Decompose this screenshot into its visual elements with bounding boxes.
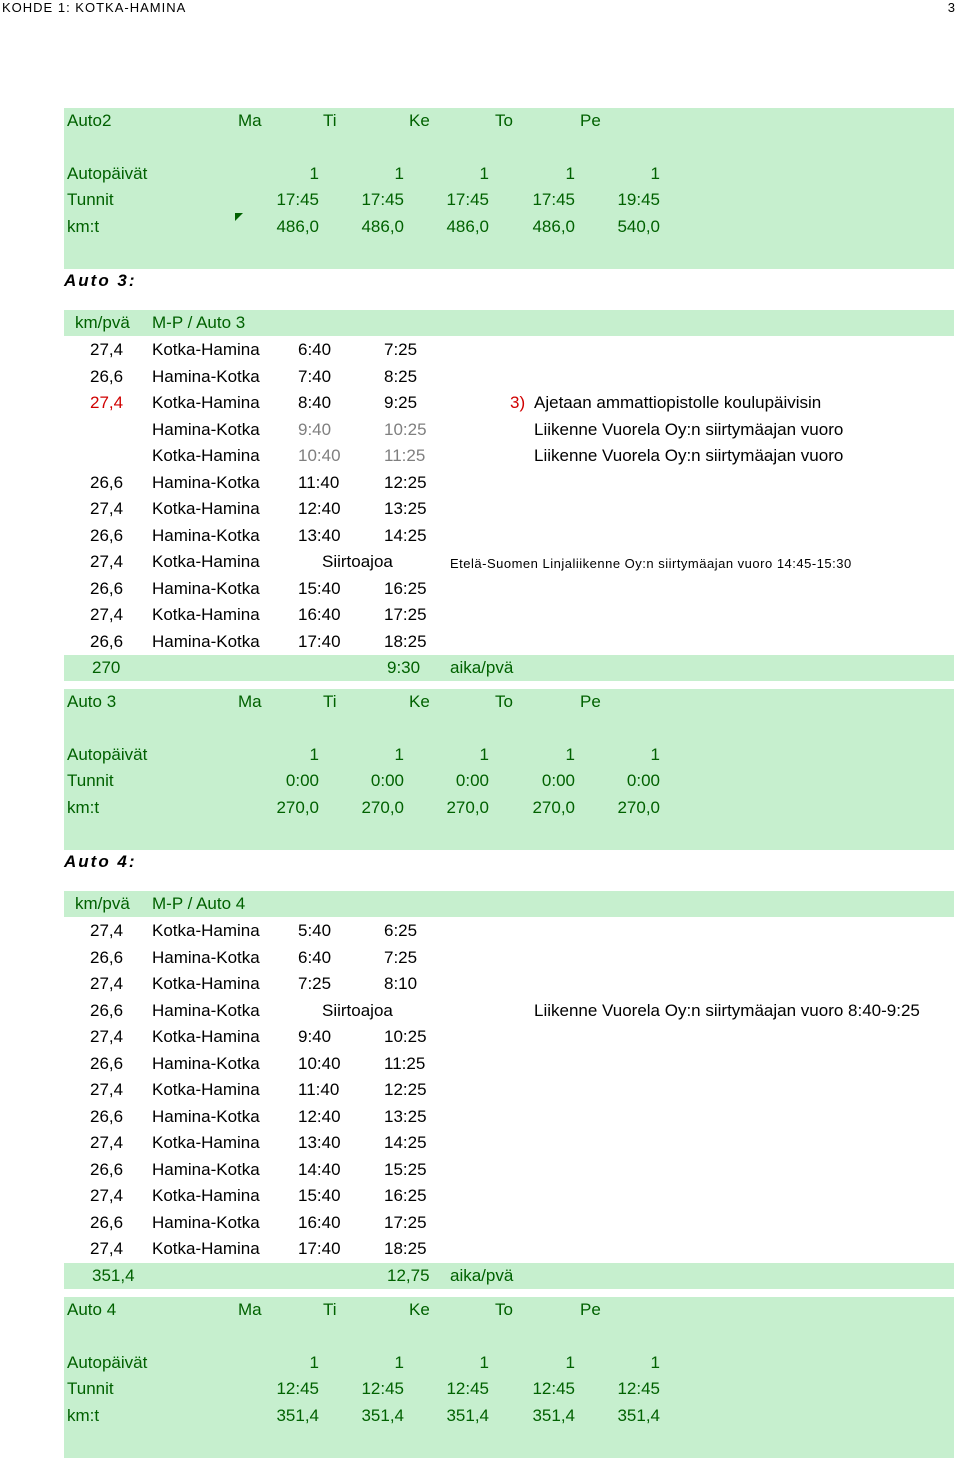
document-title: KOHDE 1: KOTKA-HAMINA (2, 0, 187, 15)
summary-value: 12:45 (446, 1379, 489, 1398)
row-km: 27,4 (90, 1239, 124, 1258)
row-km: 26,6 (90, 472, 124, 492)
row-departure: 12:40 (298, 499, 341, 518)
row-arrival: 14:25 (384, 1133, 427, 1152)
section-title: Auto 3: (64, 271, 137, 290)
row-route: Hamina-Kotka (152, 631, 260, 651)
row-transfer: Siirtoajoa (322, 1000, 393, 1020)
total-km: 351,4 (92, 1265, 135, 1285)
row-route: Hamina-Kotka (152, 1212, 260, 1232)
summary-value: 270,0 (446, 798, 489, 817)
summary-row-label: km:t (67, 798, 100, 817)
row-arrival: 10:25 (384, 419, 427, 439)
summary-value: 17:45 (532, 190, 575, 209)
row-km: 26,6 (90, 366, 124, 386)
row-arrival: 17:25 (384, 605, 427, 624)
row-departure: 16:40 (298, 605, 341, 624)
row-departure: 7:25 (298, 974, 332, 993)
row-departure: 15:40 (298, 578, 341, 598)
summary-row-label: Autopäivät (67, 745, 148, 764)
row-route: Kotka-Hamina (152, 921, 260, 940)
row-route: Kotka-Hamina (152, 393, 260, 412)
row-note: Ajetaan ammattiopistolle koulupäivisin (534, 393, 822, 412)
row-departure: 17:40 (298, 631, 341, 651)
row-km: 26,6 (90, 1159, 124, 1179)
summary-value: 1 (394, 164, 404, 183)
day-header-Ke: Ke (409, 692, 430, 711)
summary-value: 351,4 (361, 1406, 404, 1425)
row-departure: 13:40 (298, 525, 341, 545)
summary-value: 1 (394, 745, 404, 764)
row-route: Kotka-Hamina (152, 605, 260, 624)
row-note: Liikenne Vuorela Oy:n siirtymäajan vuoro (534, 446, 844, 465)
summary-value: 1 (565, 1353, 575, 1372)
summary-value: 486,0 (276, 217, 319, 236)
row-arrival: 12:25 (384, 1080, 427, 1099)
summary-value: 1 (650, 1353, 660, 1372)
row-km: 27,4 (90, 1186, 124, 1205)
row-arrival: 10:25 (384, 1027, 427, 1046)
row-route: Kotka-Hamina (152, 499, 260, 518)
row-departure: 9:40 (298, 1027, 332, 1046)
row-route: Kotka-Hamina (152, 552, 260, 571)
comment-marker-icon (235, 213, 243, 221)
summary-row-label: km:t (67, 1406, 100, 1425)
summary-value: 0:00 (370, 771, 404, 790)
total-label: aika/pvä (450, 658, 514, 677)
row-route: Kotka-Hamina (152, 1133, 260, 1152)
summary-value: 1 (309, 745, 319, 764)
row-arrival: 13:25 (384, 499, 427, 518)
summary-value: 270,0 (361, 798, 404, 817)
row-note-number: 3) (510, 393, 526, 412)
row-arrival: 13:25 (384, 1106, 427, 1126)
day-header-Ke: Ke (409, 1300, 430, 1319)
row-arrival: 7:25 (384, 947, 418, 967)
total-time: 12,75 (387, 1265, 430, 1285)
km-column-header: km/pvä (75, 894, 130, 913)
day-header-Ma: Ma (238, 692, 262, 711)
row-route: Hamina-Kotka (152, 1000, 260, 1020)
summary-value: 12:45 (532, 1379, 575, 1398)
day-header-Ti: Ti (323, 692, 337, 711)
row-departure: 11:40 (298, 472, 340, 492)
day-header-Ma: Ma (238, 111, 262, 130)
summary-value: 12:45 (361, 1379, 404, 1398)
row-route: Kotka-Hamina (152, 1239, 260, 1258)
summary-value: 17:45 (361, 190, 404, 209)
summary-value: 270,0 (617, 798, 660, 817)
day-header-Ke: Ke (409, 111, 430, 130)
row-arrival: 8:10 (384, 974, 418, 993)
summary-value: 270,0 (276, 798, 319, 817)
route-column-header: M-P / Auto 3 (152, 313, 246, 332)
row-departure: 10:40 (298, 1053, 341, 1073)
row-route: Hamina-Kotka (152, 525, 260, 545)
summary-value: 486,0 (361, 217, 404, 236)
summary-value: 0:00 (455, 771, 489, 790)
summary-value: 486,0 (532, 217, 575, 236)
summary-value: 1 (565, 164, 575, 183)
row-arrival: 18:25 (384, 631, 427, 651)
summary-value: 351,4 (532, 1406, 575, 1425)
row-departure: 5:40 (298, 921, 332, 940)
row-route: Hamina-Kotka (152, 947, 260, 967)
row-departure: 17:40 (298, 1239, 341, 1258)
row-route: Hamina-Kotka (152, 1106, 260, 1126)
summary-value: 1 (309, 1353, 319, 1372)
summary-band (64, 108, 954, 269)
summary-title: Auto 3 (67, 692, 117, 711)
row-km: 26,6 (90, 1053, 124, 1073)
row-departure: 16:40 (298, 1212, 341, 1232)
summary-value: 17:45 (446, 190, 489, 209)
summary-value: 0:00 (626, 771, 660, 790)
summary-row-label: Autopäivät (67, 1353, 148, 1372)
row-departure: 8:40 (298, 393, 332, 412)
row-km: 27,4 (90, 974, 124, 993)
row-departure: 11:40 (298, 1080, 340, 1099)
summary-row-label: Autopäivät (67, 164, 148, 183)
row-arrival: 11:25 (384, 1053, 426, 1073)
summary-value: 540,0 (617, 217, 660, 236)
row-km: 26,6 (90, 525, 124, 545)
page-header (0, 0, 960, 16)
row-route: Hamina-Kotka (152, 1053, 260, 1073)
row-departure: 12:40 (298, 1106, 341, 1126)
day-header-Pe: Pe (580, 1300, 601, 1319)
row-arrival: 16:25 (384, 1186, 427, 1205)
summary-value: 0:00 (541, 771, 575, 790)
row-km: 27,4 (90, 340, 124, 359)
summary-row-label: Tunnit (67, 771, 114, 790)
row-km: 27,4 (90, 1080, 124, 1099)
summary-value: 270,0 (532, 798, 575, 817)
row-departure: 10:40 (298, 446, 341, 465)
row-arrival: 18:25 (384, 1239, 427, 1258)
row-arrival: 12:25 (384, 472, 427, 492)
row-departure: 7:40 (298, 366, 332, 386)
summary-value: 1 (565, 745, 575, 764)
row-departure: 14:40 (298, 1159, 341, 1179)
row-km: 27,4 (90, 499, 124, 518)
row-departure: 6:40 (298, 340, 332, 359)
summary-title: Auto 4 (67, 1300, 117, 1319)
page-number: 3 (947, 0, 956, 15)
row-arrival: 16:25 (384, 578, 427, 598)
section-title: Auto 4: (64, 852, 137, 871)
day-header-Pe: Pe (580, 692, 601, 711)
summary-value: 17:45 (276, 190, 319, 209)
row-transfer: Siirtoajoa (322, 552, 393, 571)
row-arrival: 7:25 (384, 340, 418, 359)
row-route: Kotka-Hamina (152, 1080, 260, 1099)
summary-value: 486,0 (446, 217, 489, 236)
row-km: 26,6 (90, 947, 124, 967)
row-note: Liikenne Vuorela Oy:n siirtymäajan vuoro (534, 419, 844, 439)
km-column-header: km/pvä (75, 313, 130, 332)
summary-value: 12:45 (617, 1379, 660, 1398)
row-route: Kotka-Hamina (152, 340, 260, 359)
summary-value: 1 (479, 745, 489, 764)
row-route: Kotka-Hamina (152, 974, 260, 993)
summary-title: Auto2 (67, 111, 112, 130)
row-route: Hamina-Kotka (152, 419, 260, 439)
row-departure: 13:40 (298, 1133, 341, 1152)
summary-value: 351,4 (276, 1406, 319, 1425)
row-arrival: 11:25 (384, 446, 426, 465)
summary-value: 0:00 (285, 771, 319, 790)
summary-row-label: Tunnit (67, 1379, 114, 1398)
summary-value: 351,4 (446, 1406, 489, 1425)
total-time: 9:30 (387, 658, 421, 677)
summary-value: 1 (650, 745, 660, 764)
summary-value: 1 (309, 164, 319, 183)
summary-band (64, 689, 954, 850)
row-arrival: 8:25 (384, 366, 418, 386)
row-km: 27,4 (90, 1027, 124, 1046)
total-label: aika/pvä (450, 1265, 514, 1285)
row-km: 26,6 (90, 1000, 124, 1020)
row-route: Hamina-Kotka (152, 578, 260, 598)
row-route: Kotka-Hamina (152, 446, 260, 465)
day-header-To: To (495, 111, 513, 130)
row-departure: 15:40 (298, 1186, 341, 1205)
row-route: Hamina-Kotka (152, 472, 260, 492)
row-arrival: 14:25 (384, 525, 427, 545)
row-note: Liikenne Vuorela Oy:n siirtymäajan vuoro 8:40-9:25 (534, 1000, 920, 1020)
row-note: Etelä-Suomen Linjaliikenne Oy:n siirtymäajan vuoro 14:45-15:30 (450, 556, 852, 571)
summary-value: 1 (479, 1353, 489, 1372)
row-departure: 6:40 (298, 947, 332, 967)
summary-row-label: Tunnit (67, 190, 114, 209)
day-header-To: To (495, 692, 513, 711)
route-column-header: M-P / Auto 4 (152, 894, 246, 913)
row-km: 27,4 (90, 393, 124, 412)
row-arrival: 15:25 (384, 1159, 427, 1179)
row-arrival: 17:25 (384, 1212, 427, 1232)
row-route: Hamina-Kotka (152, 1159, 260, 1179)
row-route: Kotka-Hamina (152, 1186, 260, 1205)
summary-row-label: km:t (67, 217, 100, 236)
summary-value: 1 (650, 164, 660, 183)
day-header-Ti: Ti (323, 111, 337, 130)
row-route: Hamina-Kotka (152, 366, 260, 386)
row-km: 26,6 (90, 631, 124, 651)
row-km: 27,4 (90, 605, 124, 624)
row-arrival: 9:25 (384, 393, 418, 412)
row-km: 27,4 (90, 1133, 124, 1152)
day-header-To: To (495, 1300, 513, 1319)
day-header-Ma: Ma (238, 1300, 262, 1319)
day-header-Ti: Ti (323, 1300, 337, 1319)
summary-value: 351,4 (617, 1406, 660, 1425)
total-km: 270 (92, 658, 121, 677)
row-km: 27,4 (90, 552, 124, 571)
summary-value: 12:45 (276, 1379, 319, 1398)
summary-value: 1 (394, 1353, 404, 1372)
day-header-Pe: Pe (580, 111, 601, 130)
row-km: 26,6 (90, 1106, 124, 1126)
row-km: 26,6 (90, 578, 124, 598)
summary-value: 19:45 (617, 190, 660, 209)
row-km: 26,6 (90, 1212, 124, 1232)
summary-value: 1 (479, 164, 489, 183)
row-departure: 9:40 (298, 419, 332, 439)
row-arrival: 6:25 (384, 921, 418, 940)
row-route: Kotka-Hamina (152, 1027, 260, 1046)
row-km: 27,4 (90, 921, 124, 940)
